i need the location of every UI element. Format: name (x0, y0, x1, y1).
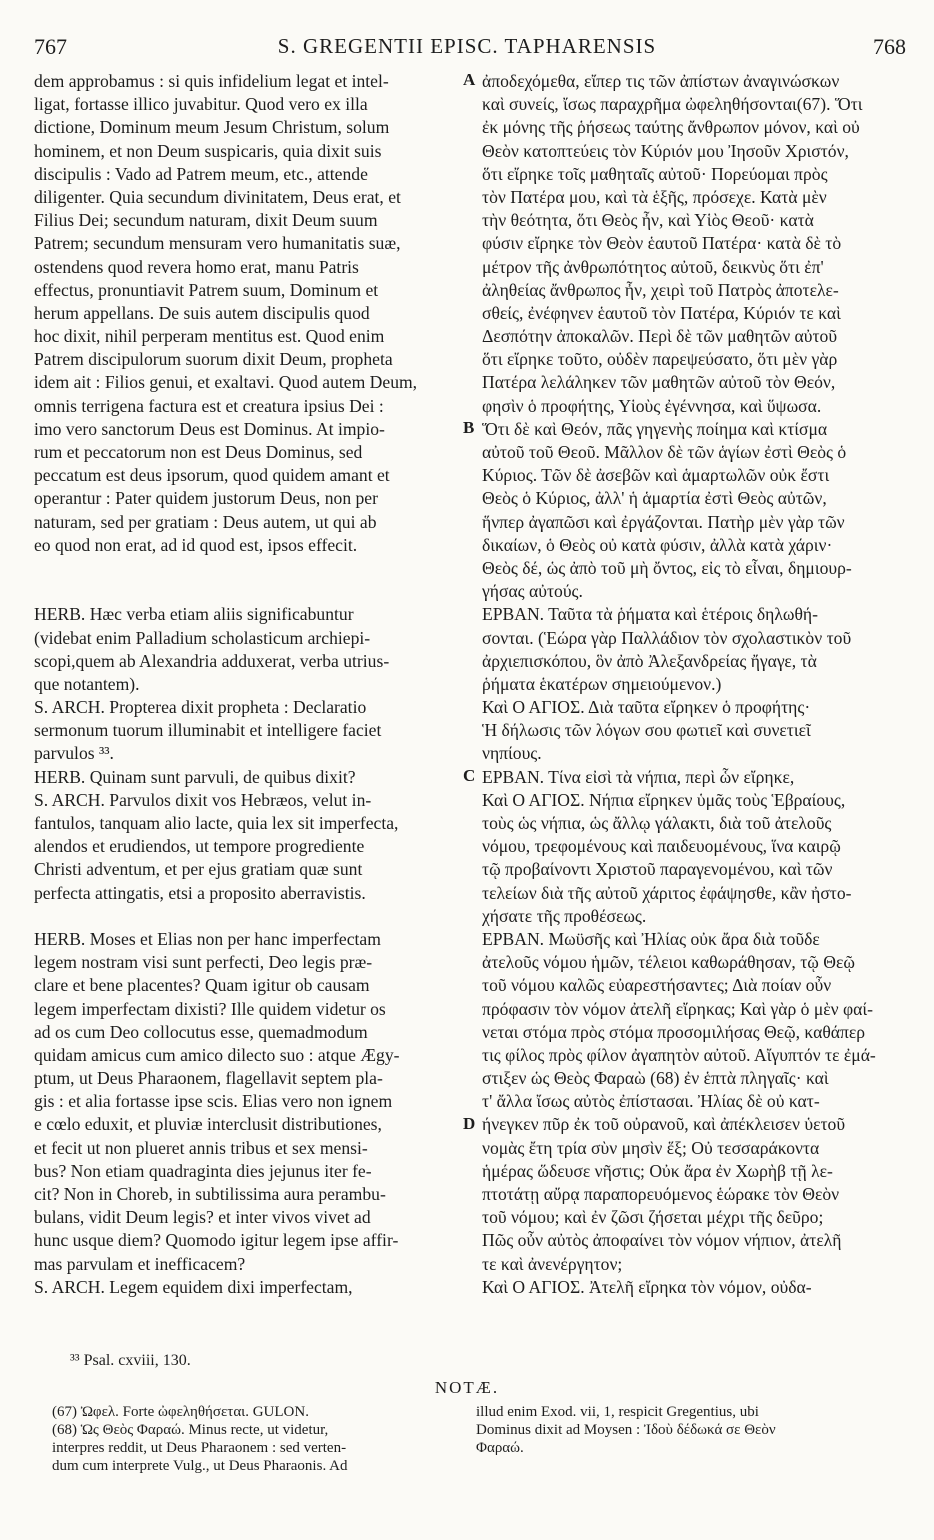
greek-text-line: νομὰς ἔτη τρία σὺν μησὶν ἕξ; Οὐ τεσσαράκοντα (482, 1137, 820, 1158)
latin-text-line: naturam, sed per gratiam : Deus autem, ut qui ab (34, 511, 377, 532)
greek-text-line: Θεὸς ὁ Κύριος, ἀλλ' ἡ ἁμαρτία ἐστὶ Θεὸς αὐτῶν, (482, 488, 827, 509)
latin-column (34, 70, 458, 1299)
greek-text-line: τὴν θεότητα, ὅτι Θεὸς ἦν, καὶ Υἱὸς Θεοῦ· κατὰ (482, 210, 814, 231)
greek-text-line: Καὶ Ο ΑΓΙΟΣ. Ἀτελῆ εἴρηκα τὸν νόμον, οὐδα- (482, 1276, 812, 1297)
running-title: S. GREGENTII EPISC. TAPHARENSIS (277, 34, 657, 58)
greek-text-line: τις φίλος πρὸς φίλον ἀγαπητὸν αὐτοῦ. Αἴγυπτόν τε ἐμά- (482, 1044, 876, 1065)
latin-text-line: fantulos, tanquam alio lacte, quia lex sit imperfecta, (34, 813, 399, 833)
latin-text-line: HERB. Quinam sunt parvuli, de quibus dixit? (34, 766, 356, 787)
greek-text-line: ήνεγκεν πῦρ ἐκ τοῦ οὐρανοῦ, καὶ ἀπέκλεισεν ὑετοῦ (482, 1114, 846, 1135)
latin-text-line: operantur : Pater quidem justorum Deus, non per (34, 488, 378, 509)
greek-text-line: σονται. (Ἑώρα γὰρ Παλλάδιον τὸν σχολαστικὸν τοῦ (482, 627, 852, 648)
greek-text-line: στιξεν ὡς Θεὸς Φαραὼ (68) ἐν ἑπτὰ πληγαῖς· καὶ (482, 1068, 829, 1089)
greek-text-line: ΕΡΒΑΝ. Μωϋσῆς καὶ Ἠλίας οὐκ ἄρα διὰ τοῦδε (482, 928, 820, 949)
margin-marker-c: C (463, 766, 476, 785)
greek-text-line: σθείς, ἐνέφηνεν ἑαυτοῦ τὸν Πατέρα, Κύριόν τε καὶ (482, 302, 841, 323)
notes-heading: NOTÆ. (434, 1378, 500, 1397)
latin-text-line: legem imperfectam dixisti? Ille quidem videtur os (34, 998, 386, 1019)
greek-text-line: Πῶς οὖν αὐτὸς ἀποφαίνει τὸν νόμον νήπιον, ἀτελῆ (482, 1230, 842, 1251)
greek-text-line: ΕΡΒΑΝ. Τίνα εἰσὶ τὰ νήπια, περὶ ὧν εἴρηκε, (482, 766, 795, 787)
latin-text-line: S. ARCH. Propterea dixit propheta : Declaratio (34, 697, 367, 718)
greek-text-line: τοῦ νόμου; καὶ ἐν ζῶσι ζήσεται μέχρι τῆς δεῦρο; (482, 1207, 824, 1228)
greek-text-line: Κύριος. Τῶν δὲ ἀσεβῶν καὶ ἁμαρτωλῶν οὐκ ἔστι (482, 465, 830, 486)
latin-text-line: ostendens quod revera homo erat, manu Patris (34, 256, 359, 277)
margin-marker-a: A (463, 70, 476, 89)
latin-text-line: quidam amicus cum amico dilecto suo : atque Ægy- (34, 1044, 400, 1065)
latin-text-line: idem ait : Filios genui, et exaltavi. Quod autem Deum, (34, 372, 418, 393)
greek-text-line: φύσιν εἴρηκε τὸν Θεὸν ἑαυτοῦ Πατέρα· κατὰ δὲ τὸ (482, 233, 842, 254)
greek-text-line: δικαίων, ὁ Θεὸς οὐ κατὰ φύσιν, ἀλλὰ κατὰ χάριν· (482, 534, 833, 555)
greek-text-line: τὸν Πατέρα μου, καὶ τὰ ἑξῆς, πρόσεχε. Κατὰ μὲν (482, 186, 827, 207)
latin-text-line: sermonum tuorum illuminabit et intelligere faciet (34, 720, 382, 741)
latin-text-line: S. ARCH. Parvulos dixit vos Hebræos, velut in- (34, 789, 372, 810)
latin-text-line: et fecit ut non plueret annis tribus et sex mensi- (34, 1137, 368, 1158)
latin-text-line: dem approbamus : si quis infidelium legat et intel- (34, 71, 389, 91)
margin-marker-b: B (463, 418, 475, 437)
latin-text-line: ad os cum Deo collocutus esse, quemadmodum (34, 1021, 368, 1042)
latin-text-line: que notantem). (34, 673, 140, 694)
latin-text-line (34, 905, 458, 928)
greek-text-line: τελείων διὰ τῆς αὐτοῦ χάριτος ἐφάψησθε, κἂν ἠστο- (482, 882, 852, 903)
latin-text-line: hoc dixit, nihil perperam mentitus est. Quod enim (34, 326, 385, 347)
greek-text-line: νόμου, τρεφομένους καὶ παιδευομένους, ἵνα καιρῷ (482, 836, 841, 857)
margin-marker-d: D (463, 1114, 476, 1133)
latin-text-line: ptum, ut Deus Pharaonem, flagellavit septem pla- (34, 1068, 383, 1089)
greek-text-line: γήσας αὐτούς. (482, 581, 583, 602)
latin-text-line: dictione, Dominum meum Jesum Christum, solum (34, 117, 390, 138)
greek-text-line: τ' ἄλλα ἴσως αὐτὸς ἐπίστασαι. Ἠλίας δὲ οὐ κατ- (482, 1091, 820, 1112)
latin-text-line: legem nostram visi sunt perfecti, Deo legis præ- (34, 952, 373, 973)
latin-text-line: Filius Dei; secundum naturam, dixit Deum suum (34, 210, 378, 231)
greek-text-line: ἥνπερ ἀγαπῶσι καὶ ἐργάζονται. Πατὴρ μὲν γὰρ τῶν (482, 511, 845, 532)
latin-text-line: herum appellans. De suis autem discipulis quod (34, 302, 370, 323)
page-number-right: 768 (873, 34, 906, 59)
note-line: (67) Ὠφελ. Forte ὠφεληθήσεται. GULON. (52, 1404, 309, 1420)
greek-text-line: τε καὶ ἀνενέργητον; (482, 1253, 623, 1274)
latin-text-line: perfecta attingatis, etsi a proposito aberravistis. (34, 882, 366, 903)
latin-text-line: e cœlo eduxit, et pluviæ interclusit distributiones, (34, 1114, 382, 1135)
greek-text-line: Δεσπότην ἀποκαλῶν. Περὶ δὲ τῶν μαθητῶν αὐτοῦ (482, 326, 838, 347)
latin-text-line: alendos et erudiendos, ut tempore progrediente (34, 836, 365, 857)
greek-text-line: Πατέρα λελάληκεν τῶν μαθητῶν αὐτοῦ τὸν Θεόν, (482, 372, 836, 393)
note-line: (68) Ὡς Θεὸς Φαραώ. Minus recte, ut videtur, (52, 1422, 329, 1438)
note-line: Φαραώ. (476, 1440, 524, 1456)
greek-text-line: νεται στόμα πρὸς στόμα προσομιλήσας Θεῷ, καθάπερ (482, 1021, 866, 1042)
greek-text-line: Θεὸν κατοπτεύεις τὸν Κύριόν μου Ἰησοῦν Χριστόν, (482, 140, 849, 161)
greek-text-line: τοὺς ὡς νήπια, ὡς ἄλλῳ γάλακτι, διὰ τοῦ ἀτελοῦς (482, 813, 832, 833)
latin-text-line: discipulis : Vado ad Patrem meum, etc., attende (34, 163, 368, 184)
latin-text-line: peccatum est deus ipsorum, quod quidem amant et (34, 465, 390, 486)
greek-text-line: ὅτι εἴρηκε τοῦτο, οὐδὲν παρεψεύσατο, ὅτι μὲν γὰρ (482, 349, 838, 370)
latin-text-line: Patrem discipulorum suorum dixit Deum, propheta (34, 349, 393, 370)
footnote: ³³ Psal. cxviii, 130. (70, 1352, 191, 1369)
latin-text-line: scopi,quem ab Alexandria adduxerat, verba utrius- (34, 650, 390, 671)
page-header (0, 34, 934, 64)
latin-text-line (34, 580, 458, 603)
latin-text-line: hunc usque diem? Quomodo igitur legem ipse affir- (34, 1230, 399, 1251)
greek-text-line: πτοτάτῃ αὔρᾳ παραπορευόμενος ἑώρακε τὸν Θεὸν (482, 1184, 840, 1204)
latin-text-line: cit? Non in Choreb, in subtilissima aura perambu- (34, 1184, 386, 1204)
note-line: interpres reddit, ut Deus Pharaonem : sed verten- (52, 1440, 347, 1456)
latin-text-line: (videbat enim Palladium scholasticum archiepi- (34, 627, 371, 648)
page-number-left: 767 (34, 34, 67, 59)
latin-text-line: hominem, et non Deum suspicaris, quia dixit suis (34, 140, 382, 161)
greek-text-line: ῥήματα ἑκατέρων σημειούμενον.) (482, 673, 722, 694)
notes-left-column (52, 1403, 456, 1475)
greek-text-line: ἀποδεχόμεθα, εἴπερ τις τῶν ἀπίστων ἀναγινώσκων (482, 71, 840, 91)
latin-text-line: effectus, pronuntiavit Patrem suum, Dominum et (34, 279, 379, 300)
latin-text-line: diligenter. Quia secundum divinitatem, Deus erat, et (34, 186, 401, 207)
latin-text-line: Christi adventum, et per ejus gratiam quæ sunt (34, 859, 363, 880)
greek-text-line: τῷ προβαίνοντι Χριστοῦ παραγενομένου, καὶ τῶν (482, 859, 833, 880)
latin-text-line: HERB. Moses et Elias non per hanc imperfectam (34, 928, 381, 949)
latin-text-line: rum et peccatorum non est Deus Dominus, sed (34, 442, 363, 462)
greek-text-line: καὶ συνείς, ἴσως παραχρῆμα ὠφεληθήσονται(67). Ὅτι (482, 94, 863, 115)
latin-text-line: clare et bene placentes? Quam igitur ob causam (34, 975, 370, 996)
note-line: Dominus dixit ad Moysen : Ἰδοὺ δέδωκά σε Θεὸν (476, 1422, 776, 1438)
notes-right-column (476, 1403, 896, 1457)
latin-text-line (34, 557, 458, 580)
greek-text-line: Καὶ Ο ΑΓΙΟΣ. Διὰ ταῦτα εἴρηκεν ὁ προφήτης· (482, 697, 811, 718)
greek-text-line: ὅτι εἴρηκε τοῖς μαθηταῖς αὐτοῦ· Πορεύομαι πρὸς (482, 163, 828, 184)
greek-text-line: Θεὸς δέ, ὡς ἀπὸ τοῦ μὴ ὄντος, εἰς τὸ εἶναι, δημιουρ- (482, 557, 852, 578)
greek-text-line: νηπίους. (482, 743, 542, 764)
latin-text-line: gis : et alia fortasse ipse scis. Elias vero non ignem (34, 1091, 393, 1112)
latin-text-line: S. ARCH. Legem equidem dixi imperfectam, (34, 1276, 353, 1297)
greek-text-line: ἐκ μόνης τῆς ῥήσεως ταύτης ἄνθρωπον μόνον, καὶ οὐ (482, 117, 860, 138)
latin-text-line: bulans, vidit Deum legis? et inter vivos vivet ad (34, 1207, 371, 1228)
latin-text-line: imo vero sanctorum Deus est Dominus. At impio- (34, 418, 385, 439)
greek-text-line: Ὅτι δὲ καὶ Θεόν, πᾶς γηγενὴς ποίημα καὶ κτίσμα (482, 418, 828, 439)
greek-text-line: ἀρχιεπισκόπου, ὃν ἀπὸ Ἀλεξανδρείας ἤγαγε, τὰ (482, 650, 817, 671)
latin-text-line: HERB. Hæc verba etiam aliis significabuntur (34, 604, 354, 625)
greek-text-line: τοῦ νόμου καλῶς εὐαρεστήσαντες; Διὰ ποίαν οὖν (482, 975, 832, 996)
note-line: dum cum interprete Vulg., ut Deus Pharaonis. Ad (52, 1458, 348, 1474)
latin-text-line: parvulos ³³. (34, 743, 114, 764)
latin-text-line: mas parvulam et inefficacem? (34, 1253, 246, 1274)
latin-text-line: Patrem; secundum mensuram vero humanitatis suæ, (34, 233, 401, 254)
greek-text-line: ἡμέρας ὥδευσε νῆστις; Οὐκ ἄρα ἐν Χωρὴβ τῇ λε- (482, 1160, 833, 1181)
greek-text-line: Ἡ δήλωσις τῶν λόγων σου φωτιεῖ καὶ συνετιεῖ (482, 720, 811, 741)
note-line: illud enim Exod. vii, 1, respicit Gregentius, ubi (476, 1404, 759, 1420)
greek-text-line: φησὶν ὁ προφήτης, Υἱοὺς ἐγέννησα, καὶ ὕψωσα. (482, 395, 822, 416)
latin-text-line: ligat, fortasse illico juvabitur. Quod vero ex illa (34, 94, 368, 115)
greek-text-line: μέτρον τῆς ἀνθρωπότητος αὐτοῦ, δεικνὺς ὅτι ἐπ' (482, 256, 824, 277)
latin-text-line: bus? Non etiam quadraginta dies jejunus iter fe- (34, 1160, 372, 1181)
latin-text-line: omnis terrigena factura est et creatura ipsius Dei : (34, 395, 384, 416)
greek-text-line: ἀτελοῦς νόμου ἡμῶν, τέλειοι καθωράθησαν, τῷ Θεῷ (482, 952, 855, 973)
greek-text-line: πρόφασιν τὸν νόμον ἀτελῆ εἴρηκας; Καὶ γὰρ ὁ μὲν φαί- (482, 998, 873, 1019)
greek-text-line: αὐτοῦ τοῦ Θεοῦ. Μᾶλλον δὲ τῶν ἁγίων ἐστὶ Θεὸς ὁ (482, 442, 847, 462)
latin-text-line: eo quod non erat, ad id quod est, ipsos effecit. (34, 534, 358, 555)
greek-column (482, 70, 902, 1299)
greek-text-line: χήσατε τῆς προθέσεως. (482, 905, 647, 926)
greek-text-line: Καὶ Ο ΑΓΙΟΣ. Νήπια εἴρηκεν ὑμᾶς τοὺς Ἑβραίους, (482, 789, 846, 810)
greek-text-line: ἀληθείας ἄνθρωπος ἦν, χειρὶ τοῦ Πατρὸς ἀποτελε- (482, 279, 839, 300)
greek-text-line: ΕΡΒΑΝ. Ταῦτα τὰ ῥήματα καὶ ἑτέροις δηλωθή- (482, 604, 818, 625)
